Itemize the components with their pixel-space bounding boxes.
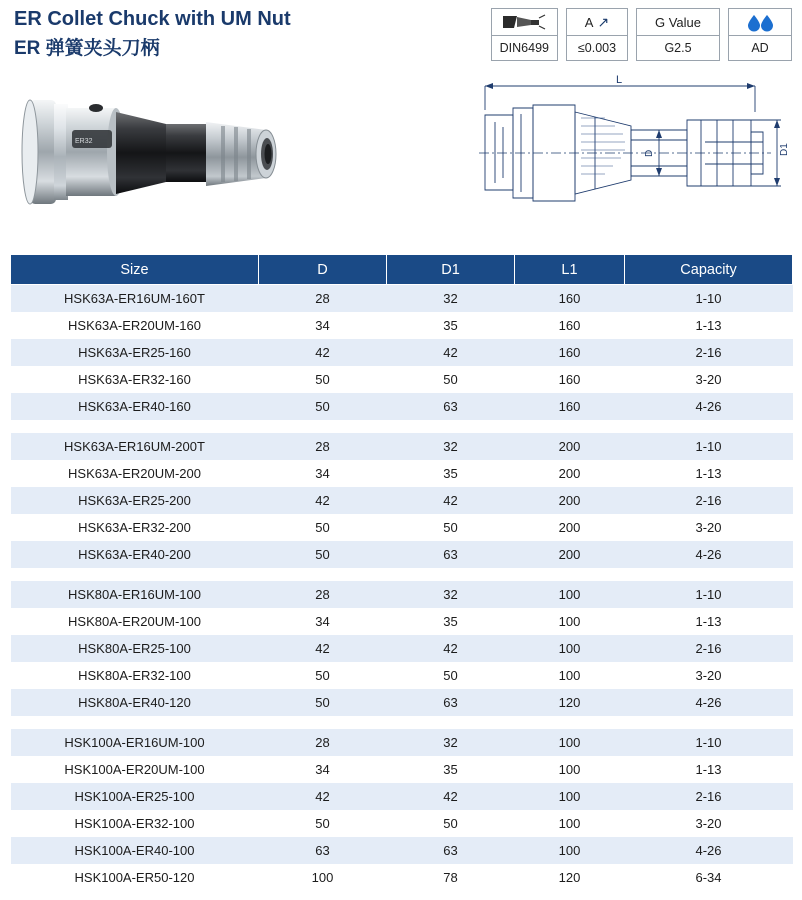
l1-cell: 160 xyxy=(515,285,625,312)
size-cell: HSK63A-ER20UM-200 xyxy=(11,460,259,487)
table-row xyxy=(11,460,793,487)
d1-cell: 42 xyxy=(387,783,515,810)
d1-cell: 50 xyxy=(387,810,515,837)
product-photo xyxy=(16,78,306,238)
separator-cell xyxy=(11,716,259,729)
d1-cell: 32 xyxy=(387,729,515,756)
page-title-cn: ER 弹簧夹头刀柄 xyxy=(14,38,160,59)
spec-badge-runout xyxy=(566,8,628,61)
table-row xyxy=(11,662,793,689)
table-row xyxy=(11,366,793,393)
d-cell: 50 xyxy=(259,662,387,689)
capacity-cell: 1-10 xyxy=(625,729,793,756)
capacity-cell: 3-20 xyxy=(625,810,793,837)
capacity-cell: 3-20 xyxy=(625,514,793,541)
d-cell: 50 xyxy=(259,541,387,568)
d1-cell: 35 xyxy=(387,756,515,783)
capacity-cell: 4-26 xyxy=(625,689,793,716)
table-row xyxy=(11,608,793,635)
table-row xyxy=(11,581,793,608)
size-cell: HSK100A-ER40-100 xyxy=(11,837,259,864)
separator-cell xyxy=(259,568,387,581)
capacity-cell: 2-16 xyxy=(625,487,793,514)
d1-cell: 35 xyxy=(387,608,515,635)
table-row xyxy=(11,514,793,541)
page-header xyxy=(14,6,444,62)
d-cell: 34 xyxy=(259,312,387,339)
d1-cell: 63 xyxy=(387,689,515,716)
d-cell: 28 xyxy=(259,581,387,608)
column-header-l1: L1 xyxy=(515,255,625,285)
technical-drawing xyxy=(455,70,791,240)
column-header-d: D xyxy=(259,255,387,285)
size-cell: HSK63A-ER40-160 xyxy=(11,393,259,420)
d1-cell: 32 xyxy=(387,581,515,608)
capacity-cell: 2-16 xyxy=(625,339,793,366)
separator-cell xyxy=(11,568,259,581)
column-header-size: Size xyxy=(11,255,259,285)
spec-runout-label: A xyxy=(584,14,594,30)
l1-cell: 100 xyxy=(515,837,625,864)
separator-cell xyxy=(259,420,387,433)
capacity-cell: 6-34 xyxy=(625,864,793,891)
table-body xyxy=(11,285,793,891)
d1-cell: 50 xyxy=(387,514,515,541)
table-row xyxy=(11,864,793,891)
capacity-cell: 3-20 xyxy=(625,366,793,393)
capacity-cell: 4-26 xyxy=(625,393,793,420)
separator-cell xyxy=(515,420,625,433)
size-cell: HSK100A-ER25-100 xyxy=(11,783,259,810)
spec-balance-value: G2.5 xyxy=(664,41,692,55)
d-cell: 34 xyxy=(259,756,387,783)
capacity-cell: 1-13 xyxy=(625,756,793,783)
table-row xyxy=(11,312,793,339)
d1-cell: 32 xyxy=(387,285,515,312)
separator-cell xyxy=(625,420,793,433)
size-cell: HSK100A-ER32-100 xyxy=(11,810,259,837)
l1-cell: 160 xyxy=(515,393,625,420)
d-cell: 42 xyxy=(259,635,387,662)
size-cell: HSK80A-ER32-100 xyxy=(11,662,259,689)
capacity-cell: 3-20 xyxy=(625,662,793,689)
spec-badge-balance xyxy=(636,8,720,61)
dimension-label-D: D xyxy=(644,149,655,157)
d1-cell: 32 xyxy=(387,433,515,460)
l1-cell: 100 xyxy=(515,608,625,635)
l1-cell: 200 xyxy=(515,433,625,460)
d-cell: 28 xyxy=(259,285,387,312)
spec-badge-coolant xyxy=(728,8,792,61)
table-group-separator xyxy=(11,716,793,729)
table-row xyxy=(11,487,793,514)
l1-cell: 100 xyxy=(515,783,625,810)
table-row xyxy=(11,729,793,756)
separator-cell xyxy=(515,716,625,729)
d-cell: 63 xyxy=(259,837,387,864)
size-cell: HSK100A-ER20UM-100 xyxy=(11,756,259,783)
size-cell: HSK63A-ER16UM-160T xyxy=(11,285,259,312)
spec-coolant-value: AD xyxy=(751,41,769,55)
d-cell: 50 xyxy=(259,689,387,716)
l1-cell: 100 xyxy=(515,729,625,756)
d1-cell: 50 xyxy=(387,366,515,393)
d1-cell: 42 xyxy=(387,339,515,366)
table-row xyxy=(11,756,793,783)
l1-cell: 100 xyxy=(515,635,625,662)
size-cell: HSK63A-ER25-160 xyxy=(11,339,259,366)
capacity-cell: 4-26 xyxy=(625,541,793,568)
size-cell: HSK63A-ER25-200 xyxy=(11,487,259,514)
capacity-cell: 1-10 xyxy=(625,285,793,312)
capacity-cell: 2-16 xyxy=(625,635,793,662)
page-title-en: ER Collet Chuck with UM Nut xyxy=(14,8,291,30)
capacity-cell: 4-26 xyxy=(625,837,793,864)
table-row xyxy=(11,433,793,460)
d-cell: 42 xyxy=(259,339,387,366)
size-cell: HSK63A-ER32-160 xyxy=(11,366,259,393)
column-header-capacity: Capacity xyxy=(625,255,793,285)
capacity-cell: 1-13 xyxy=(625,608,793,635)
table-header-row xyxy=(11,255,793,285)
size-cell: HSK100A-ER16UM-100 xyxy=(11,729,259,756)
separator-cell xyxy=(387,716,515,729)
table-row xyxy=(11,541,793,568)
size-cell: HSK80A-ER25-100 xyxy=(11,635,259,662)
d1-cell: 42 xyxy=(387,635,515,662)
d-cell: 42 xyxy=(259,783,387,810)
separator-cell xyxy=(387,568,515,581)
table-group-separator xyxy=(11,420,793,433)
capacity-cell: 2-16 xyxy=(625,783,793,810)
d-cell: 50 xyxy=(259,393,387,420)
d-cell: 28 xyxy=(259,729,387,756)
size-cell: HSK100A-ER50-120 xyxy=(11,864,259,891)
d1-cell: 63 xyxy=(387,393,515,420)
svg-text:ER32: ER32 xyxy=(75,138,93,145)
d1-cell: 78 xyxy=(387,864,515,891)
table-row xyxy=(11,783,793,810)
size-cell: HSK63A-ER40-200 xyxy=(11,541,259,568)
l1-cell: 200 xyxy=(515,487,625,514)
spec-runout-value: ≤0.003 xyxy=(577,41,617,55)
size-cell: HSK63A-ER20UM-160 xyxy=(11,312,259,339)
table-group-separator xyxy=(11,568,793,581)
l1-cell: 100 xyxy=(515,756,625,783)
table-row xyxy=(11,837,793,864)
dimension-label-D1: D1 xyxy=(779,143,790,156)
l1-cell: 100 xyxy=(515,581,625,608)
l1-cell: 160 xyxy=(515,339,625,366)
size-cell: HSK80A-ER16UM-100 xyxy=(11,581,259,608)
coolant-drops-icon xyxy=(729,9,791,36)
d-cell: 50 xyxy=(259,514,387,541)
d-cell: 42 xyxy=(259,487,387,514)
d1-cell: 50 xyxy=(387,662,515,689)
size-cell: HSK63A-ER16UM-200T xyxy=(11,433,259,460)
d-cell: 34 xyxy=(259,460,387,487)
l1-cell: 120 xyxy=(515,864,625,891)
table-row xyxy=(11,689,793,716)
size-cell: HSK63A-ER32-200 xyxy=(11,514,259,541)
capacity-cell: 1-10 xyxy=(625,433,793,460)
d1-cell: 35 xyxy=(387,312,515,339)
l1-cell: 160 xyxy=(515,366,625,393)
arrow-ne-icon: ↗ xyxy=(597,13,610,30)
l1-cell: 200 xyxy=(515,541,625,568)
separator-cell xyxy=(625,716,793,729)
separator-cell xyxy=(625,568,793,581)
table-row xyxy=(11,810,793,837)
taper-shank-icon xyxy=(492,9,557,36)
d-cell: 50 xyxy=(259,810,387,837)
d1-cell: 63 xyxy=(387,541,515,568)
table-row xyxy=(11,393,793,420)
table-row xyxy=(11,339,793,366)
capacity-cell: 1-13 xyxy=(625,460,793,487)
spec-runout-label-row xyxy=(567,9,627,36)
table-row xyxy=(11,285,793,312)
l1-cell: 200 xyxy=(515,514,625,541)
separator-cell xyxy=(259,716,387,729)
spec-badges xyxy=(491,8,792,61)
l1-cell: 100 xyxy=(515,662,625,689)
d1-cell: 42 xyxy=(387,487,515,514)
l1-cell: 200 xyxy=(515,460,625,487)
spec-balance-label: G Value xyxy=(637,9,719,36)
spec-standard-value: DIN6499 xyxy=(499,41,549,55)
size-cell: HSK80A-ER20UM-100 xyxy=(11,608,259,635)
separator-cell xyxy=(11,420,259,433)
d-cell: 50 xyxy=(259,366,387,393)
l1-cell: 120 xyxy=(515,689,625,716)
l1-cell: 100 xyxy=(515,810,625,837)
column-header-d1: D1 xyxy=(387,255,515,285)
separator-cell xyxy=(387,420,515,433)
dimension-label-L: L xyxy=(616,74,623,86)
capacity-cell: 1-13 xyxy=(625,312,793,339)
d1-cell: 63 xyxy=(387,837,515,864)
d-cell: 28 xyxy=(259,433,387,460)
specification-table-wrap xyxy=(10,254,792,891)
separator-cell xyxy=(515,568,625,581)
spec-badge-standard xyxy=(491,8,558,61)
l1-cell: 160 xyxy=(515,312,625,339)
capacity-cell: 1-10 xyxy=(625,581,793,608)
d-cell: 100 xyxy=(259,864,387,891)
table-row xyxy=(11,635,793,662)
d-cell: 34 xyxy=(259,608,387,635)
size-cell: HSK80A-ER40-120 xyxy=(11,689,259,716)
d1-cell: 35 xyxy=(387,460,515,487)
specification-table xyxy=(10,254,793,891)
